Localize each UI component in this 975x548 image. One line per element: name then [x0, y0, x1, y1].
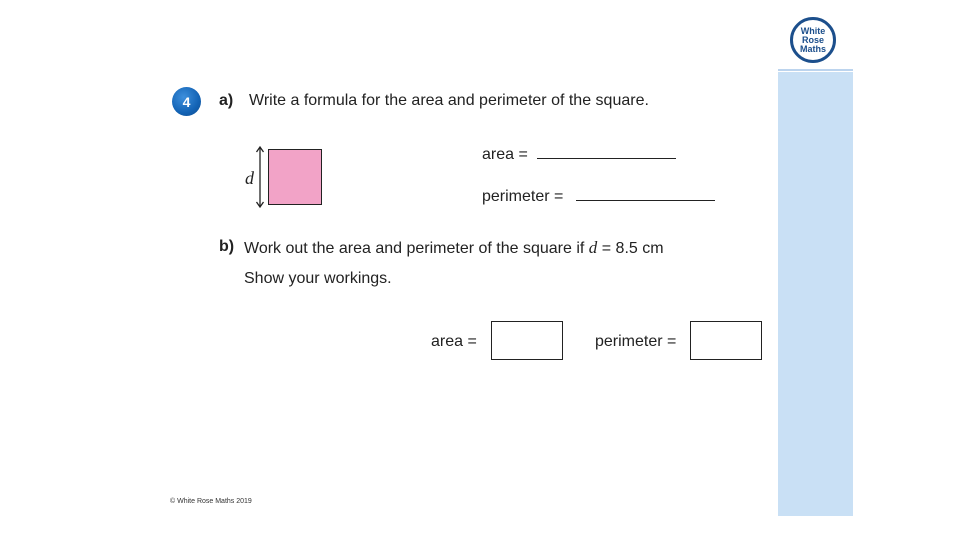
part-b-text-end: = 8.5 cm [601, 240, 664, 257]
part-b-perimeter-answer-box[interactable] [690, 321, 762, 360]
part-b-perimeter-label: perimeter = [595, 333, 677, 350]
part-a-perimeter-label: perimeter = [482, 188, 564, 205]
part-b-instruction: Show your workings. [244, 270, 392, 287]
white-rose-maths-logo [790, 17, 836, 63]
part-b-area-answer-box[interactable] [491, 321, 563, 360]
question-number-badge: 4 [172, 87, 201, 116]
part-b-label: b) [219, 238, 235, 255]
pink-square [268, 149, 322, 205]
logo-text: White Rose Maths [799, 25, 826, 54]
part-b-text-start: Work out the area and perimeter of the square if [244, 240, 585, 257]
part-a-area-answer-line[interactable] [537, 158, 676, 159]
dimension-arrow-icon [253, 145, 267, 209]
part-a-label: a) [219, 92, 234, 109]
part-a-question: Write a formula for the area and perimeter of the square. [249, 92, 649, 109]
copyright-notice: © White Rose Maths 2019 [170, 498, 252, 505]
part-b-area-label: area = [431, 333, 477, 350]
part-b-question [244, 238, 664, 258]
side-panel [778, 72, 853, 516]
part-b-variable: d [588, 238, 598, 257]
part-a-perimeter-answer-line[interactable] [576, 200, 715, 201]
part-a-area-label: area = [482, 146, 528, 163]
dimension-label: d [245, 168, 254, 188]
